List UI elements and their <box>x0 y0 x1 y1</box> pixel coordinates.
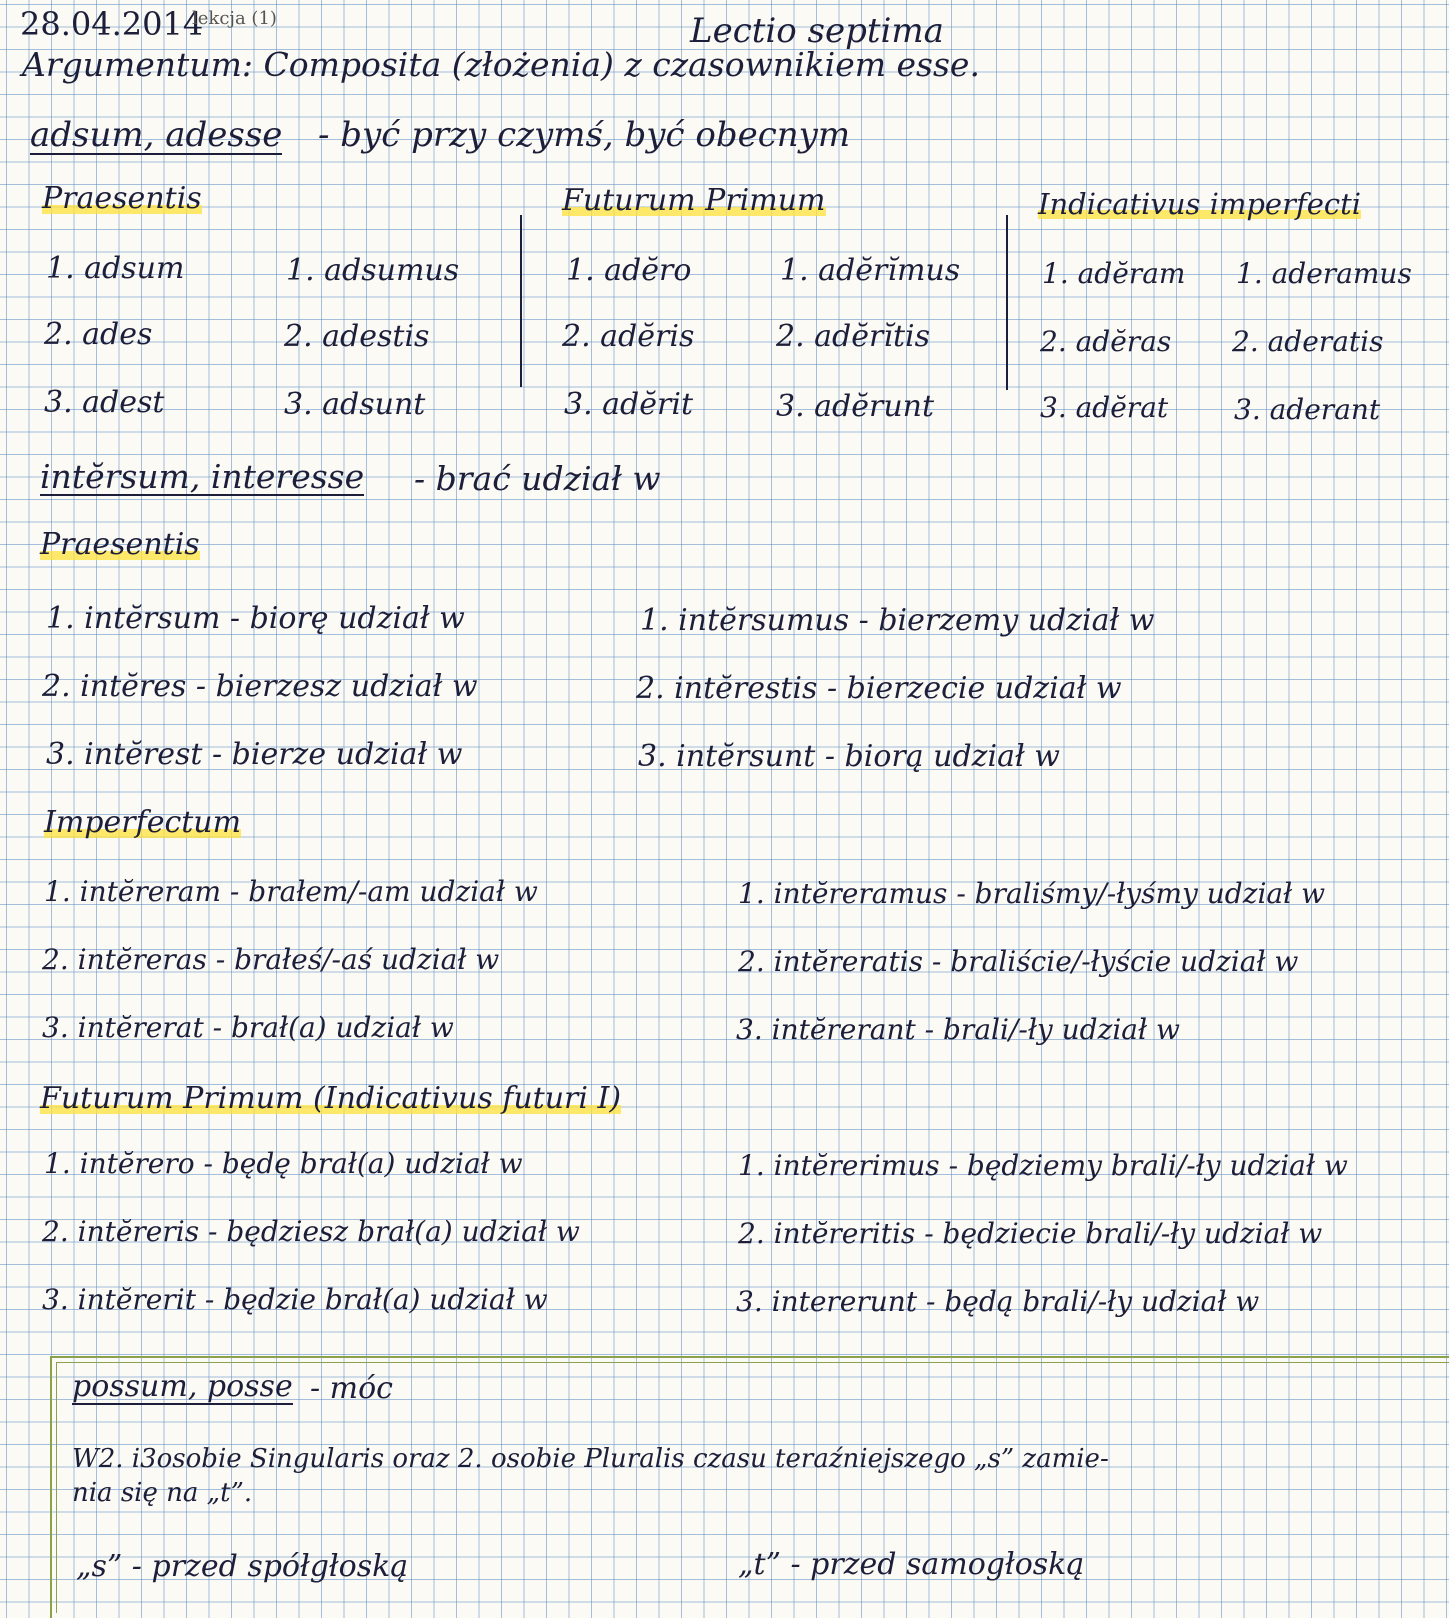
intersum-praesentis-row: 1. intĕrsum - biorę udział w <box>46 601 465 636</box>
adsum-futurum-title: Futurum Primum <box>562 183 826 218</box>
adsum-praesentis-cell: 1. adsum <box>46 251 185 286</box>
adsum-praesentis-cell: 3. adest <box>44 385 165 420</box>
intersum-futurum-row: 2. intĕreritis - będziecie brali/-ły udział w <box>738 1217 1323 1250</box>
intersum-futurum-title: Futurum Primum (Indicativus futuri I) <box>40 1081 622 1116</box>
adsum-futurum-cell: 2. adĕrĭtis <box>776 319 930 354</box>
argument-line: Argumentum: Composita (złożenia) z czasownikiem esse. <box>22 45 980 84</box>
adsum-imperfecti-cell: 2. aderatis <box>1232 325 1384 358</box>
adsum-futurum-cell: 2. adĕris <box>562 319 695 354</box>
intersum-imperfectum-row: 2. intĕreratis - braliście/-łyście udział w <box>738 945 1299 978</box>
adsum-imperfecti-cell: 2. adĕras <box>1040 325 1172 358</box>
intersum-praesentis-row: 1. intĕrsumus - bierzemy udział w <box>640 603 1155 638</box>
intersum-praesentis-title: Praesentis <box>40 527 200 562</box>
adsum-praesentis-title: Praesentis <box>42 181 202 216</box>
intersum-futurum-row: 1. intĕrero - będę brał(a) udział w <box>44 1147 523 1180</box>
intersum-imperfectum-row: 3. intĕrerat - brał(a) udział w <box>42 1011 454 1044</box>
possum-note-line1: W2. i3osobie Singularis oraz 2. osobie Pluralis czasu teraźniejszego „s” zamie- <box>72 1444 1109 1474</box>
adsum-futurum-cell: 1. adĕro <box>566 253 692 288</box>
adsum-heading: adsum, adesse <box>30 115 283 155</box>
adsum-imperfecti-cell: 3. aderant <box>1234 393 1381 426</box>
date: 28.04.2014 <box>20 5 204 43</box>
adsum-praesentis-cell: 2. ades <box>44 317 153 352</box>
intersum-futurum-row: 3. intererunt - będą brali/-ły udział w <box>736 1285 1260 1318</box>
intersum-heading: intĕrsum, interesse <box>40 457 365 496</box>
adsum-praesentis-cell: 2. adestis <box>284 319 430 354</box>
adsum-imperfecti-cell: 1. adĕram <box>1042 257 1186 290</box>
possum-rule-t: „t” - przed samogłoską <box>738 1547 1085 1582</box>
adsum-praesentis-cell: 1. adsumus <box>286 253 460 288</box>
adsum-meaning: - być przy czymś, być obecnym <box>318 115 851 155</box>
adsum-praesentis-cell: 3. adsunt <box>284 387 426 422</box>
intersum-imperfectum-row: 2. intĕreras - brałeś/-aś udział w <box>42 943 500 976</box>
lesson-label: lekcja (1) <box>192 8 277 29</box>
intersum-futurum-row: 1. intĕrerimus - będziemy brali/-ły udział w <box>738 1149 1348 1182</box>
page-title: Lectio septima <box>690 11 944 51</box>
intersum-praesentis-row: 2. intĕrestis - bierzecie udział w <box>636 671 1122 706</box>
possum-heading: possum, posse <box>72 1369 293 1404</box>
adsum-futurum-cell: 3. adĕrunt <box>776 389 935 424</box>
intersum-imperfectum-row: 1. intĕreram - brałem/-am udział w <box>44 875 538 908</box>
table-divider <box>1006 215 1008 390</box>
adsum-imperfecti-cell: 3. adĕrat <box>1040 391 1169 424</box>
intersum-praesentis-row: 3. intĕrest - bierze udział w <box>46 737 463 772</box>
intersum-imperfectum-row: 3. intĕrerant - brali/-ły udział w <box>736 1013 1180 1046</box>
adsum-futurum-cell: 1. adĕrĭmus <box>780 253 961 288</box>
intersum-futurum-row: 2. intĕreris - będziesz brał(a) udział w <box>42 1215 580 1248</box>
adsum-imperfecti-cell: 1. aderamus <box>1236 257 1412 290</box>
possum-rule-s: „s” - przed spółgłoską <box>76 1549 409 1584</box>
possum-note-line2: nia się na „t”. <box>72 1478 253 1508</box>
intersum-imperfectum-title: Imperfectum <box>44 805 242 840</box>
table-divider <box>520 215 522 387</box>
intersum-praesentis-row: 2. intĕres - bierzesz udział w <box>42 669 478 704</box>
intersum-praesentis-row: 3. intĕrsunt - biorą udział w <box>638 739 1060 774</box>
adsum-imperfecti-title: Indicativus imperfecti <box>1038 187 1362 221</box>
intersum-imperfectum-row: 1. intĕreramus - braliśmy/-łyśmy udział w <box>738 877 1326 910</box>
intersum-meaning: - brać udział w <box>414 459 661 498</box>
intersum-futurum-row: 3. intĕrerit - będzie brał(a) udział w <box>42 1283 548 1316</box>
possum-meaning: - móc <box>310 1371 393 1406</box>
adsum-futurum-cell: 3. adĕrit <box>564 387 693 422</box>
